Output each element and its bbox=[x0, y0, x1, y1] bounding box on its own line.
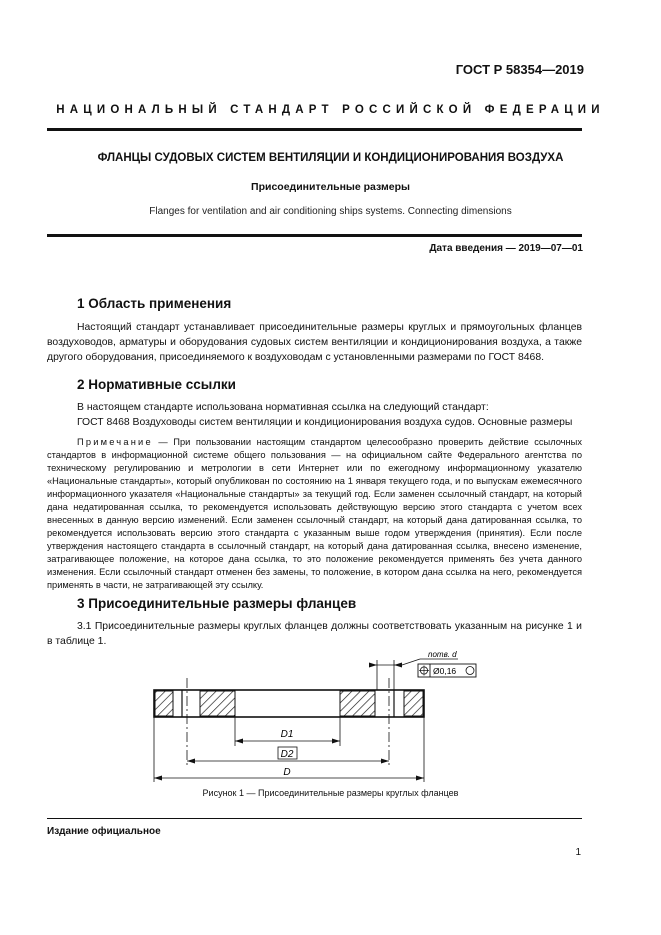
note-label: Примечание bbox=[77, 437, 153, 447]
flange-outline bbox=[154, 690, 424, 717]
top-rule bbox=[47, 128, 582, 131]
section-2-note bbox=[47, 436, 582, 592]
flange-figure bbox=[140, 648, 457, 786]
section-1-text: Настоящий стандарт устанавливает присоединительные размеры круглых и прямоугольных фланцев воздуховодов, арматуры и оборудования судовых систем вентиляции и кондиционирования воздуха, а также другого оборудования, присоединяемого к воздуховодам с установленными размерами по ГОСТ 8468. bbox=[47, 322, 582, 363]
document-title-english: Flanges for ventilation and air conditioning ships systems. Connecting dimensions bbox=[149, 206, 512, 217]
standard-number: ГОСТ Р 58354—2019 bbox=[455, 62, 584, 77]
title-rule bbox=[47, 234, 582, 237]
figure-caption: Рисунок 1 — Присоединительные размеры круглых фланцев bbox=[202, 788, 459, 798]
page-number: 1 bbox=[575, 847, 581, 858]
dimension-d: D bbox=[283, 767, 291, 778]
footer-rule bbox=[47, 818, 582, 819]
note-text: — При пользовании настоящим стандартом целесообразно проверить действие ссылочных стандартов в информационной системе общего пользования — на официальном сайте Федерального агентства по техническому регулированию и метрологии в сети Интернет или по ежегодному информационному указателю «Национальные стандарты», который опубликован по состоянию на 1 января текущего года, и по выпускам ежемесячного информационного указателя «Национальные стандарты» за текущий год. Если заменен ссылочный стандарт, на который дана недатированная ссылка, то рекомендуется использовать действующую версию этого стандарта с учетом всех внесенных в данную версию изменений. Если заменен ссылочный стандарт, на который дана датированная ссылка, то рекомендуется использовать версию этого стандарта с указанным выше годом утверждения (принятия). Если после утверждения настоящего стандарта в ссылочный стандарт, на который дана датированная ссылка, внесено изменение, затрагивающее положение, на которое дана ссылка, то это положение рекомендуется применять без учета данного изменения. Если ссылочный стандарт отменен без замены, то положение, в котором дана ссылка на него, рекомендуется применять в части, не затрагивающей эту ссылку. bbox=[47, 437, 582, 590]
dimension-d1: D1 bbox=[280, 729, 294, 740]
flange-section-left-inner bbox=[200, 691, 235, 716]
document-title: ФЛАНЦЫ СУДОВЫХ СИСТЕМ ВЕНТИЛЯЦИИ И КОНДИЦИОНИРОВАНИЯ ВОЗДУХА bbox=[97, 152, 564, 164]
section-1-heading: 1 Область применения bbox=[77, 296, 232, 311]
holes-label: nотв. d bbox=[428, 650, 457, 659]
dimension-d2: D2 bbox=[280, 749, 294, 760]
section-2-line-1: В настоящем стандарте использована нормативная ссылка на следующий стандарт: bbox=[77, 402, 489, 413]
section-2-line-2: ГОСТ 8468 Воздуховоды систем вентиляции и кондиционирования воздуха судов. Основные размеры bbox=[77, 417, 573, 428]
flange-section-right-outer bbox=[404, 691, 423, 716]
flange-section-right-inner bbox=[340, 691, 375, 716]
flange-section-left-outer bbox=[155, 691, 173, 716]
document-subtitle: Присоединительные размеры bbox=[251, 181, 410, 193]
section-3-heading: 3 Присоединительные размеры фланцев bbox=[77, 596, 357, 611]
section-3-text: 3.1 Присоединительные размеры круглых фланцев должны соответствовать указанным на рисунке 1 и в таблице 1. bbox=[47, 621, 582, 647]
official-edition-label: Издание официальное bbox=[47, 826, 161, 837]
introduction-date: Дата введения — 2019—07—01 bbox=[429, 243, 583, 254]
national-standard-banner: НАЦИОНАЛЬНЫЙ СТАНДАРТ РОССИЙСКОЙ ФЕДЕРАЦИИ bbox=[56, 104, 605, 116]
tolerance-value: Ø0,16 bbox=[433, 666, 457, 676]
section-2-heading: 2 Нормативные ссылки bbox=[77, 377, 236, 392]
